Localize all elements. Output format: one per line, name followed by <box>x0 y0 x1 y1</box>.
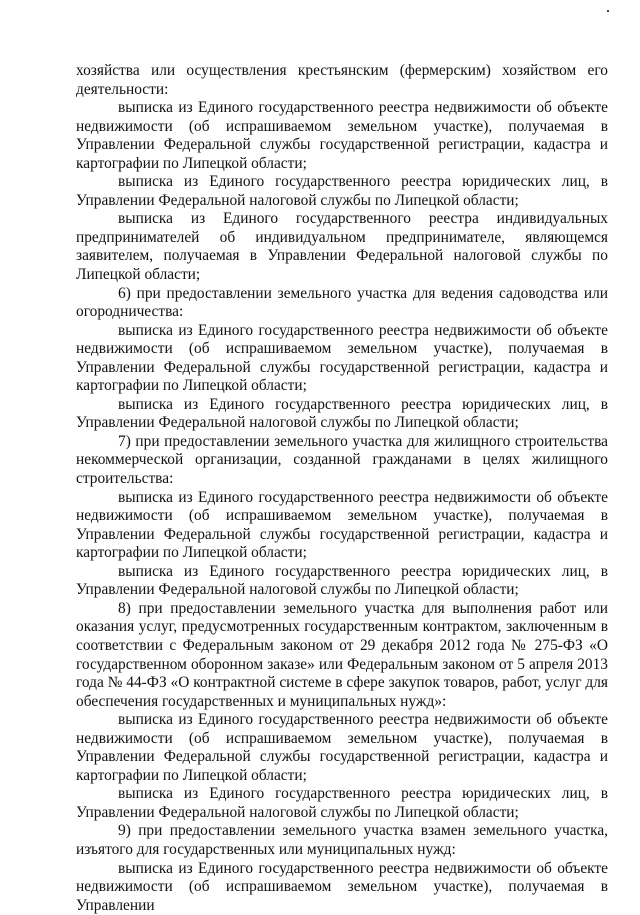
paragraph: выписка из Единого государственного реестра юридических лиц, в Управлении Федеральной налоговой службы по Липецкой области; <box>76 395 608 432</box>
paragraph-item-6: 6) при предоставлении земельного участка для ведения садоводства или огородничества: <box>76 284 608 321</box>
paragraph: выписка из Единого государственного реестра юридических лиц, в Управлении Федеральной налоговой службы по Липецкой области; <box>76 785 608 821</box>
paragraph-continuation: хозяйства или осуществления крестьянским (фермерским) хозяйством его деятельности: <box>76 62 608 98</box>
paragraph: выписка из Единого государственного реестра недвижимости об объекте недвижимости (об испрашиваемом земельном участке), получаемая в Управлении Федеральной службы государственной регистрации, кадастра и картографии по Липецкой области; <box>76 488 608 562</box>
paragraph: выписка из Единого государственного реестра юридических лиц, в Управлении Федеральной налоговой службы по Липецкой области; <box>76 173 608 209</box>
document-body <box>76 62 608 915</box>
paragraph: выписка из Единого государственного реестра юридических лиц, в Управлении Федеральной налоговой службы по Липецкой области; <box>76 562 608 599</box>
paragraph: выписка из Единого государственного реестра недвижимости об объекте недвижимости (об испрашиваемом земельном участке), получаемая в Управлении <box>76 859 608 914</box>
paragraph: выписка из Единого государственного реестра недвижимости об объекте недвижимости (об испрашиваемом земельном участке), получаемая в Управлении Федеральной службы государственной регистрации, кадастра и картографии по Липецкой области; <box>76 99 608 172</box>
scan-speck <box>607 10 609 12</box>
paragraph: выписка из Единого государственного реестра недвижимости об объекте недвижимости (об испрашиваемом земельном участке), получаемая в Управлении Федеральной службы государственной регистрации, кадастра и картографии по Липецкой области; <box>76 711 608 784</box>
paragraph-item-8: 8) при предоставлении земельного участка для выполнения работ или оказания услуг, предусмотренных государственным контрактом, заключенным в соответствии с Федеральным законом от 29 декабря 2012 года № 275-ФЗ «О государственном оборонном заказе» или Федеральным законом от 5 апреля 2013 года № 44-ФЗ «О контрактной системе в сфере закупок товаров, работ, услуг для обеспечения государственных и муниципальных нужд»: <box>76 599 608 710</box>
paragraph: выписка из Единого государственного реестра недвижимости об объекте недвижимости (об испрашиваемом земельном участке), получаемая в Управлении Федеральной службы государственной регистрации, кадастра и картографии по Липецкой области; <box>76 321 608 395</box>
paragraph: выписка из Единого государственного реестра индивидуальных предпринимателей об индивидуальном предпринимателе, являющемся заявителем, получаемая в Управлении Федеральной налоговой службы по Липецкой области; <box>76 210 608 284</box>
paragraph-item-9: 9) при предоставлении земельного участка взамен земельного участка, изъятого для государственных или муниципальных нужд: <box>76 822 608 858</box>
paragraph-item-7: 7) при предоставлении земельного участка для жилищного строительства некоммерческой организации, созданной гражданами в целях жилищного строительства: <box>76 432 608 488</box>
